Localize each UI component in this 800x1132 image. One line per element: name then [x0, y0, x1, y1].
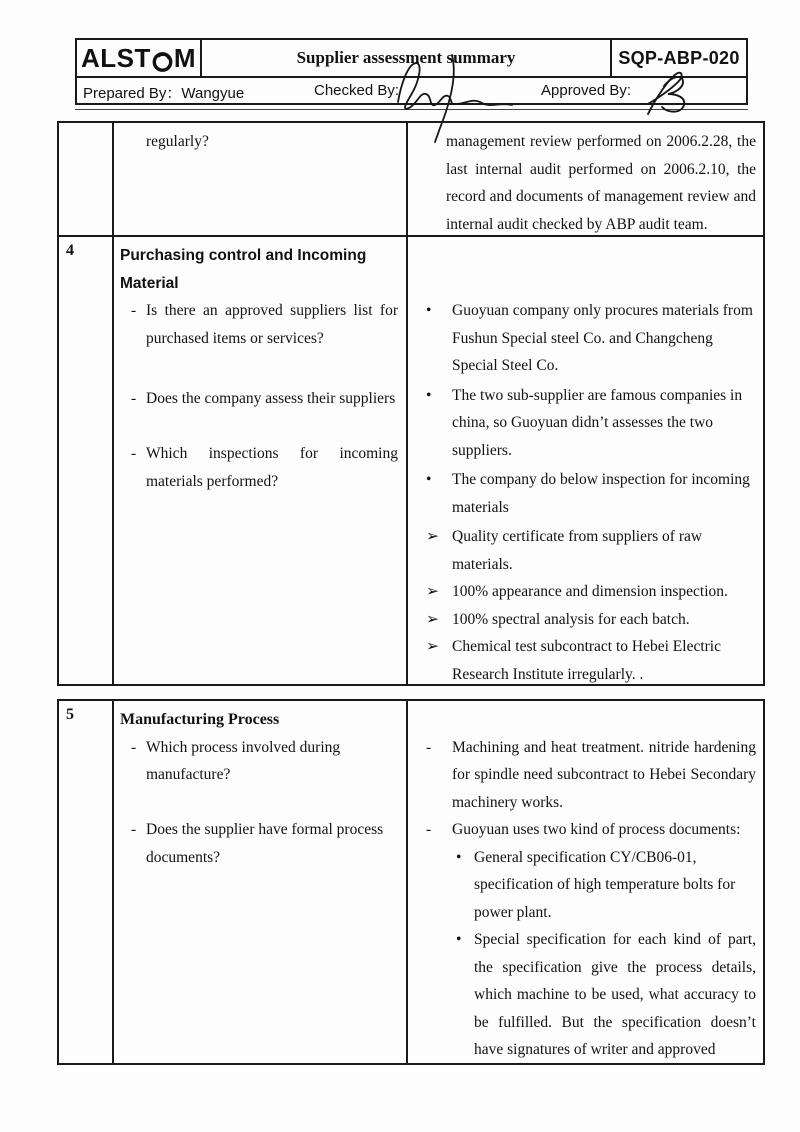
dash-marker: - [131, 738, 137, 756]
header-table [75, 38, 748, 105]
answer-text: The company do below inspection for incoming materials [452, 471, 750, 516]
carryover-answer-cell [408, 123, 763, 235]
arrow-marker: ➢ [426, 528, 439, 545]
answer-text: Machining and heat treatment. nitride hardening for spindle need subcontract to Hebei Secondary machinery works. [452, 738, 756, 811]
checked-by-label: Checked By: [314, 82, 400, 99]
question-text: Which process involved during manufacture? [146, 738, 341, 783]
dash-marker: - [131, 390, 137, 407]
dash-marker: - [131, 821, 137, 838]
question-text: Is there an approved suppliers list for purchased items or services? [146, 302, 398, 347]
answer-item [420, 382, 756, 465]
approved-by-label: Approved By: [541, 82, 632, 99]
answer-sub-item [456, 926, 756, 1063]
section5-question-cell [114, 701, 408, 1063]
logo-text-right: M [173, 42, 197, 73]
carryover-question-cell [114, 123, 408, 235]
question-text: Does the supplier have formal process documents? [146, 821, 384, 866]
question-item [131, 385, 398, 413]
answer-text: General specification CY/CB06-01, specification of high temperature bolts for power plant. [474, 848, 736, 921]
answer-arrow-item [420, 633, 756, 684]
section4-number: 4 [59, 235, 114, 684]
answer-text: 100% appearance and dimension inspection. [452, 583, 728, 600]
prepared-by-label: Prepared By： [83, 85, 182, 102]
bullet-marker: • [456, 848, 462, 866]
prepared-by [83, 82, 244, 103]
bullet-marker: • [426, 302, 432, 319]
logo-cell [77, 40, 202, 76]
prepared-by-value: Wangyue [181, 85, 245, 102]
dash-marker: - [426, 738, 432, 756]
assessment-table-section4 [57, 121, 765, 686]
section5-number: 5 [59, 701, 114, 1063]
section4-answer-cell [408, 235, 763, 684]
header-bottom-rule [75, 109, 748, 110]
answer-arrow-item [420, 606, 756, 634]
assessment-table-section5 [57, 699, 765, 1065]
answer-text: Special specification for each kind of part, the specification give the process details, which machine to be used, what accuracy to be fulfilled. But the specification doesn’t have signatures of writer and approved [474, 931, 756, 1058]
arrow-marker: ➢ [426, 638, 439, 655]
section4-title: Purchasing control and Incoming Material [120, 247, 367, 292]
answer-item [420, 297, 756, 380]
answer-text: Quality certificate from suppliers of raw materials. [452, 528, 703, 573]
answer-text: management review performed on 2006.2.28, the last internal audit performed on 2006.2.10, the record and documents of management review and internal audit checked by ABP audit team. [446, 133, 756, 233]
answer-item [420, 466, 756, 521]
dash-marker: - [131, 302, 137, 319]
question-text: Does the company assess their suppliers [146, 390, 396, 407]
question-text: Which inspections for incoming materials performed? [146, 445, 398, 490]
answer-arrow-item [420, 578, 756, 606]
section4-question-cell [114, 235, 408, 684]
answer-text: Chemical test subcontract to Hebei Electric Research Institute irregularly. . [452, 638, 721, 683]
alstom-logo [81, 43, 196, 74]
question-item [131, 816, 398, 871]
question-item [131, 297, 398, 352]
dash-marker: - [131, 445, 137, 462]
question-text: regularly? [146, 133, 209, 150]
bullet-marker: • [426, 471, 432, 488]
answer-text: The two sub-supplier are famous companies in china, so Guoyuan didn’t assesses the two suppliers. [452, 386, 743, 459]
answer-item [420, 816, 756, 844]
alstom-o-icon [152, 48, 173, 69]
bullet-marker: • [456, 931, 462, 948]
answer-text: Guoyuan uses two kind of process documents: [452, 821, 741, 838]
answer-text: 100% spectral analysis for each batch. [452, 610, 690, 628]
row-number-cell-empty [59, 123, 114, 235]
arrow-marker: ➢ [426, 583, 439, 600]
answer-text: Guoyuan company only procures materials from Fushun Special steel Co. and Changcheng Special Steel Co. [452, 302, 753, 374]
answer-item [420, 734, 756, 817]
question-item [131, 440, 398, 495]
logo-text-left: ALST [80, 42, 151, 73]
arrow-marker: ➢ [426, 610, 439, 628]
section5-title: Manufacturing Process [120, 711, 280, 728]
question-item [131, 734, 398, 789]
signoff-row [77, 78, 746, 103]
dash-marker: - [426, 821, 432, 838]
document-title: Supplier assessment summary [296, 48, 516, 67]
document-code: SQP-ABP-020 [618, 47, 740, 68]
bullet-marker: • [426, 386, 432, 404]
section5-answer-cell [408, 701, 763, 1063]
answer-arrow-item [420, 523, 756, 578]
answer-sub-item [456, 844, 756, 927]
